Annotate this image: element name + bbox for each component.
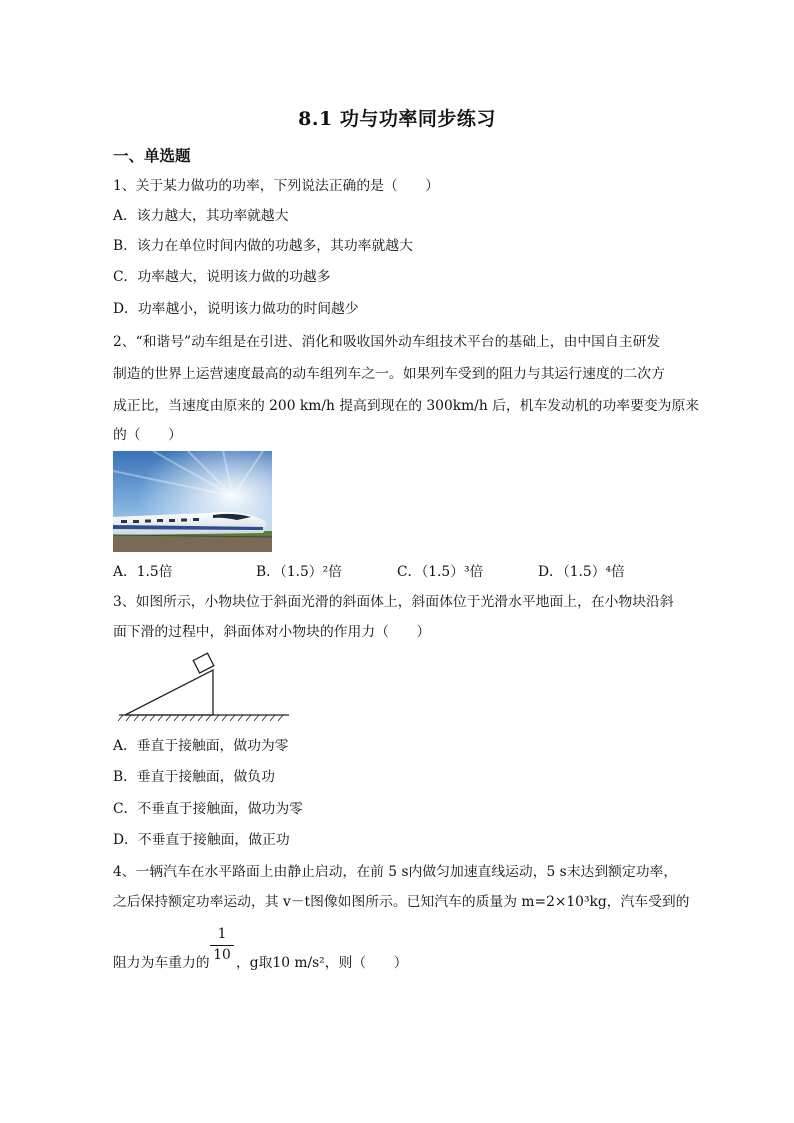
q2-stem-line-3: 成正比，当速度由原来的 200 km/h 提高到现在的 300km/h 后，机车发动机的功率要变为原来 (113, 398, 700, 414)
q4-fraction-numerator: 1 (217, 926, 227, 942)
q4-fraction (210, 926, 234, 964)
q2-option-d: D．（1.5）⁴倍 (538, 564, 625, 580)
q2-stem-line-1: 2、“和谐号”动车组是在引进、消化和吸收国外动车组技术平台的基础上，由中国自主研发 (113, 334, 661, 350)
q3-stem-line-2: 面下滑的过程中，斜面体对小物块的作用力（ ） (113, 624, 431, 640)
q3-option-b: B．垂直于接触面，做负功 (113, 769, 275, 785)
q4-fraction-bar (210, 945, 234, 946)
q1-stem: 1、关于某力做功的功率，下列说法正确的是（ ） (113, 178, 440, 194)
section-heading: 一、单选题 (113, 146, 191, 165)
q1-option-c: C．功率越大，说明该力做的功越多 (113, 269, 331, 285)
q1-option-b: B．该力在单位时间内做的功越多，其功率就越大 (113, 238, 413, 254)
train-photo (113, 451, 272, 552)
q1-option-d: D．功率越小，说明该力做功的时间越少 (113, 301, 359, 317)
q2-stem-line-2: 制造的世界上运营速度最高的动车组列车之一。如果列车受到的阻力与其运行速度的二次方 (113, 366, 665, 382)
q4-stem-line-3-prefix: 阻力为车重力的 (113, 955, 210, 971)
q3-option-c: C．不垂直于接触面，做功为零 (113, 801, 303, 817)
q4-stem-line-1: 4、一辆汽车在水平路面上由静止启动，在前 5 s内做匀加速直线运动，5 s末达到额定功率， (113, 864, 678, 880)
q2-stem-line-4: 的（ ） (113, 427, 182, 443)
q3-option-d: D．不垂直于接触面，做正功 (113, 832, 290, 848)
page-title: 8.1 功与功率同步练习 (298, 108, 496, 130)
q2-options (113, 560, 713, 580)
q2-option-b: B．（1.5）²倍 (256, 564, 342, 580)
q1-option-a: A．该力越大，其功率就越大 (113, 208, 289, 224)
q4-stem-line-3-suffix: ，g取10 m/s²，则（ ） (236, 955, 408, 971)
q4-fraction-denominator: 10 (213, 947, 231, 963)
q2-option-a: A．1.5倍 (113, 564, 173, 580)
q3-option-a: A．垂直于接触面，做功为零 (113, 738, 289, 754)
q4-stem-line-2: 之后保持额定功率运动，其 v－t图像如图所示。已知汽车的质量为 m=2×10³kg，汽车受到的 (113, 894, 690, 910)
q2-option-c: C．（1.5）³倍 (397, 564, 484, 580)
incline-diagram (113, 648, 293, 722)
q3-stem-line-1: 3、如图所示，小物块位于斜面光滑的斜面体上，斜面体位于光滑水平地面上，在小物块沿斜 (113, 594, 674, 610)
